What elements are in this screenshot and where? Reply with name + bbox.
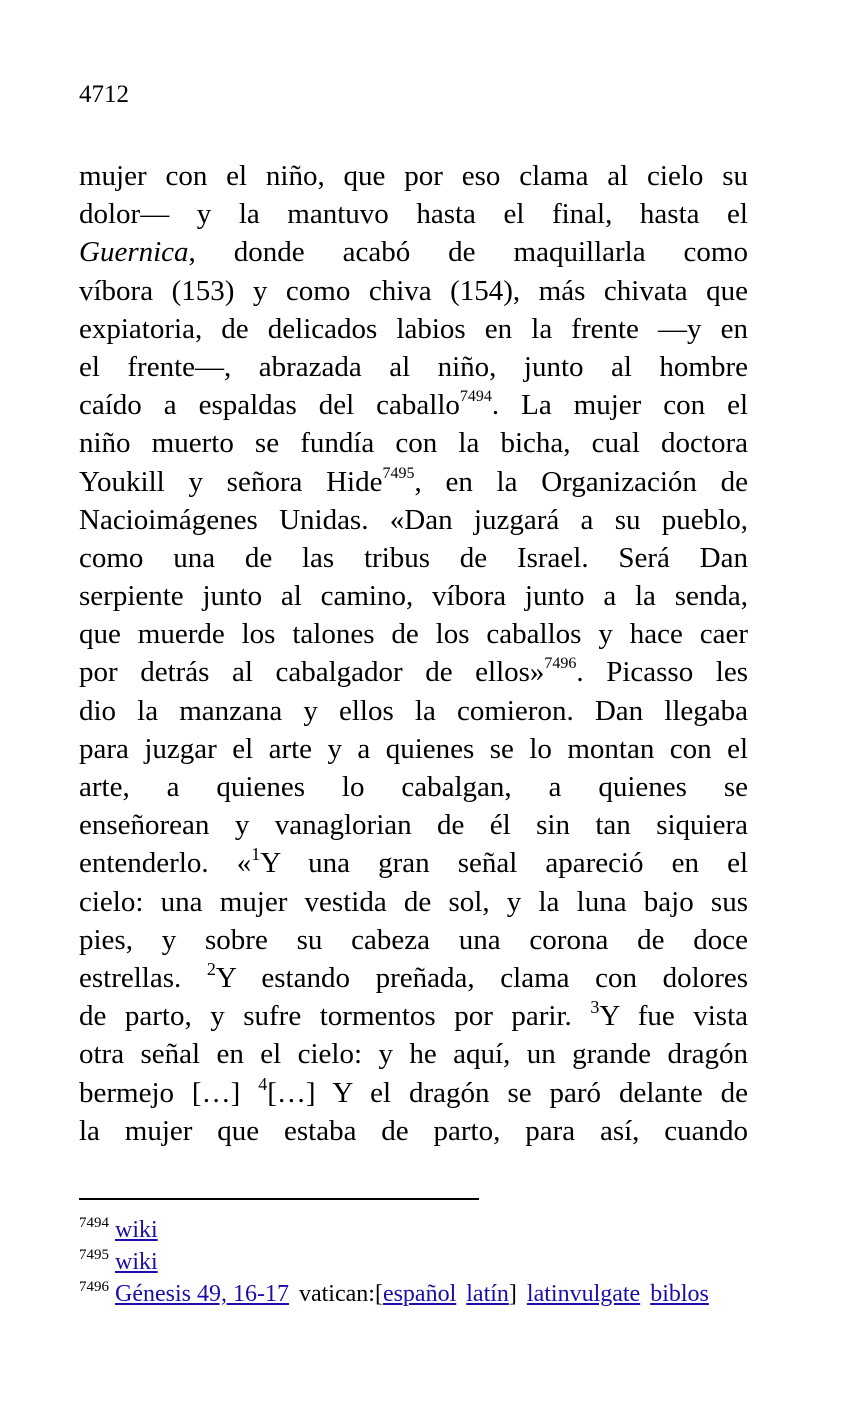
text-line: Nacioimágenes Unidas. «Dan juzgará a su pueblo, [79, 503, 748, 536]
text-line: de parto, y sufre tormentos por parir. $^3$Y fue vista [79, 997, 749, 1033]
text-line: dio la manzana y ellos la comieron. Dan llegaba [79, 694, 748, 727]
footnote-number: 7496 [79, 1279, 109, 1295]
text-line: expiatoria, de delicados labios en la frente ―y en [79, 312, 748, 345]
footnote-number: 7494 [79, 1215, 109, 1231]
text-line: estrellas. $^2$Y estando preñada, clama con dolores [79, 958, 749, 994]
footnote-separator [79, 1198, 479, 1200]
text-line: la mujer que estaba de parto, para así, cuando [79, 1114, 748, 1147]
text-line: dolor― y la mantuvo hasta el final, hasta el [79, 198, 748, 231]
text-line: el frente―, abrazada al niño, junto al hombre [79, 350, 748, 383]
text-line: caído a espaldas del caballo$^{7494}$. La mujer con el [79, 388, 749, 422]
text-line: para juzgar el arte y a quienes se lo montan con el [79, 732, 748, 765]
footnote-item: $^{7496}$ Génesis 49, 16-17 vatican:[español latín] latinvulgate biblos [79, 1279, 709, 1307]
text-line: otra señal en el cielo: y he aquí, un grande dragón [79, 1038, 748, 1071]
footnotes [79, 1214, 759, 1310]
footnote-ref[interactable]: 7494 [459, 388, 492, 406]
footnote-item [79, 1246, 759, 1278]
wiki-link[interactable]: wiki [115, 1217, 158, 1243]
text-line: que muerde los talones de los caballos y hace caer [79, 618, 748, 651]
footnote-ref[interactable]: 7495 [382, 464, 415, 482]
text-line: mujer con el niño, que por eso clama al cielo su [79, 160, 748, 192]
genesis-link[interactable]: Génesis 49, 16-17 [115, 1281, 289, 1307]
text-line: serpiente junto al camino, víbora junto a la senda, [79, 580, 748, 613]
verse-number: 4 [258, 1073, 268, 1094]
text-line: víbora (153) y como chiva (154), más chivata que [79, 274, 748, 307]
artwork-title: Guernica [79, 236, 189, 269]
text-line: niño muerto se fundía con la bicha, cual doctora [79, 427, 748, 460]
verse-number: 3 [590, 997, 600, 1018]
text-line: como una de las tribus de Israel. Será Dan [79, 541, 748, 574]
verse-number: 2 [206, 958, 216, 979]
text-line: Youkill y señora Hide$^{7495}$, en la Organización de [79, 464, 748, 498]
wiki-link[interactable]: wiki [115, 1249, 158, 1275]
text-line: enseñorean y vanaglorian de él sin tan siquiera [79, 809, 748, 842]
page-number: 4712 [79, 81, 129, 108]
latinvulgate-link[interactable]: latinvulgate [526, 1281, 641, 1307]
vatican-label: vatican:[ [298, 1281, 383, 1307]
text-line: cielo: una mujer vestida de sol, y la luna bajo sus [79, 885, 748, 918]
text-line: entenderlo. «$^1$Y una gran señal apareció en el [79, 844, 749, 880]
footnote-ref[interactable]: 7496 [544, 655, 577, 673]
biblos-link[interactable]: biblos [650, 1281, 709, 1307]
espanol-link[interactable]: español [382, 1281, 457, 1307]
body-text [79, 157, 748, 1150]
footnote-item [79, 1214, 759, 1246]
text-line: arte, a quienes lo cabalgan, a quienes se [79, 771, 748, 803]
text-line: Guernica, donde acabó de maquillarla como [79, 236, 748, 269]
text-line: bermejo […] $^4$[…] Y el dragón se paró delante de [79, 1073, 748, 1109]
text-line: por detrás al cabalgador de ellos»$^{7496}$. Picasso les [79, 655, 748, 689]
footnote-number: 7495 [79, 1247, 109, 1263]
text-line: pies, y sobre su cabeza una corona de doce [79, 923, 748, 956]
verse-number: 1 [251, 844, 261, 865]
latin-link[interactable]: latín [466, 1281, 509, 1307]
